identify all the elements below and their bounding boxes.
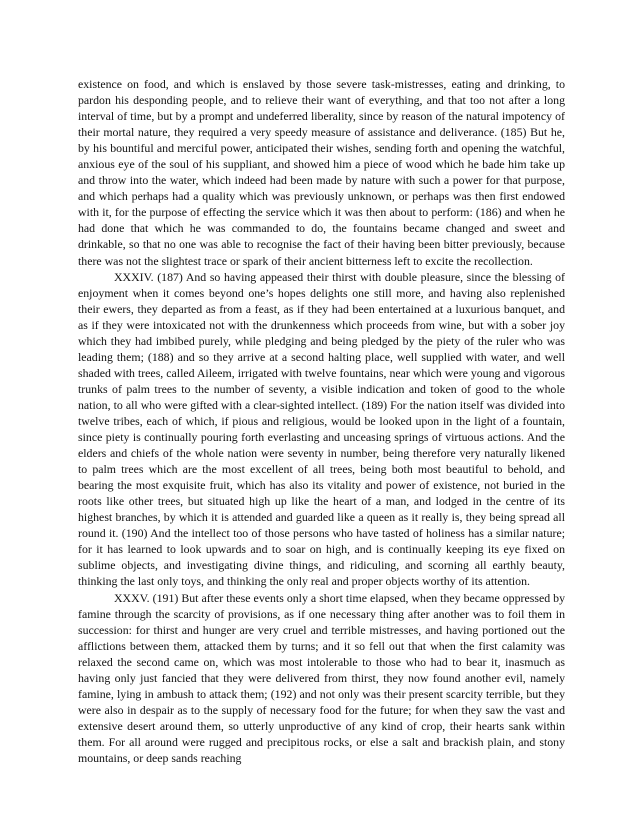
paragraph-continuation: existence on food, and which is enslaved by those severe task-mistresses, eating and drinking, to pardon his desponding people, and to relieve their want of everything, and that too not after a long interval of time, but by a prompt and undeferred liberality, since by reason of the natural impotency of their mortal nature, they required a very speedy measure of assistance and deliverance. (185) But he, by his bountiful and merciful power, anticipated their wishes, sending forth and opening the watchful, anxious eye of the soul of his suppliant, and showed him a piece of wood which he bade him take up and throw into the water, which indeed had been made by nature with such a power for that purpose, and which perhaps had a quality which was previously unknown, or perhaps was then first endowed with it, for the purpose of effecting the service which it was then about to perform: (186) and when he had done that which he was commanded to do, the fountains became changed and sweet and drinkable, so that no one was able to recognise the fact of their having been bitter previously, because there was not the slightest trace or spark of their ancient bitterness left to excite the recollection.	[78, 77, 565, 268]
document-page	[78, 76, 565, 766]
paragraph-section-xxxv: XXXV. (191) But after these events only a short time elapsed, when they became oppressed by famine through the scarcity of provisions, as if one necessary thing after another was to foil them in succession: for thirst and hunger are very cruel and terrible mistresses, and having portioned out the afflictions between them, attacked them by turns; and it so fell out that when the first calamity was relaxed the second came on, which was most intolerable to those who had to bear it, inasmuch as having only just fancied that they were delivered from thirst, they now found another evil, namely famine, lying in ambush to attack them; (192) and not only was their present scarcity terrible, but they were also in despair as to the supply of necessary food for the future; for when they saw the vast and extensive desert around them, so utterly unproductive of any kind of crop, their hearts sank within them. For all around were rugged and precipitous rocks, or else a salt and brackish plain, and stony mountains, or deep sands reaching	[78, 590, 565, 765]
paragraph-section-xxxiv: XXXIV. (187) And so having appeased their thirst with double pleasure, since the blessing of enjoyment when it comes beyond one’s hopes delights one still more, and having also replenished their ewers, they departed as from a feast, as if they had been entertained at a luxurious banquet, and as if they were intoxicated not with the drunkenness which proceeds from wine, but with a sober joy which they had imbibed purely, while pledging and being pledged by the piety of the ruler who was leading them; (188) and so they arrive at a second halting place, well supplied with water, and well shaded with trees, called Aileem, irrigated with twelve fountains, near which were young and vigorous trunks of palm trees to the number of seventy, a visible indication and token of good to the whole nation, to all who were gifted with a clear-sighted intellect. (189) For the nation itself was divided into twelve tribes, each of which, if pious and religious, would be looked upon in the light of a fountain, since piety is continually pouring forth everlasting and unceasing springs of virtuous actions. And the elders and chiefs of the whole nation were seventy in number, being therefore very naturally likened to palm trees which are the most excellent of all trees, being both most beautiful to behold, and bearing the most exquisite fruit, which has also its vitality and power of existence, not buried in the roots like other trees, but situated high up like the heart of a man, and lodged in the centre of its highest branches, by which it is attended and guarded like a queen as it really is, they being spread all round it. (190) And the intellect too of those persons who have tasted of holiness has a similar nature; for it has learned to look upwards and to soar on high, and is continually keeping its eye fixed on sublime objects, and investigating divine things, and ridiculing, and scorning all earthly beauty, thinking the last only toys, and thinking the only real and proper objects worthy of its attention.	[78, 269, 565, 589]
